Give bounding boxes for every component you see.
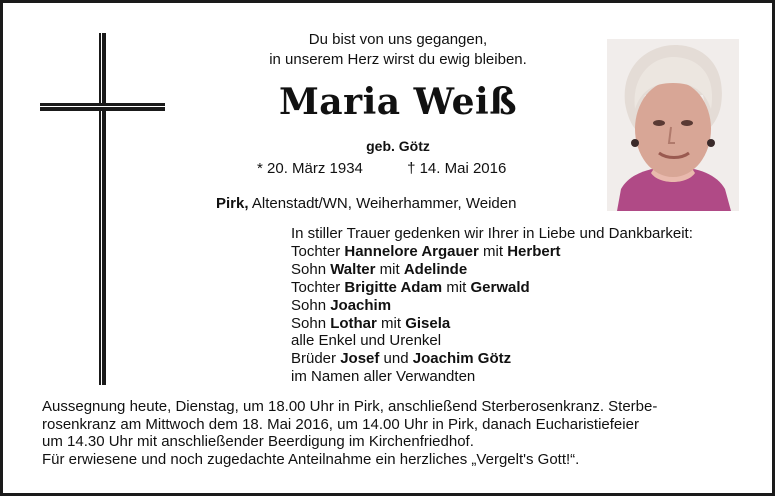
mourner-name: Joachim Götz: [412, 350, 512, 368]
service-line: um 14.30 Uhr mit anschließender Beerdigung im Kirchenfriedhof.: [42, 433, 474, 451]
mourner-line: [291, 243, 693, 261]
mourner-line: [291, 297, 693, 315]
service-line: Aussegnung heute, Dienstag, um 18.00 Uhr in Pirk, anschließend Sterberosenkranz. Sterbe-: [42, 398, 658, 415]
mourner-name: Josef: [340, 350, 380, 368]
service-details: [42, 398, 657, 468]
verse: [203, 30, 593, 70]
portrait-photo: [607, 39, 739, 211]
mourner-name: Lothar: [330, 314, 377, 332]
mourner-relation: mit: [478, 242, 508, 260]
verse-line: Du bist von uns gegangen,: [308, 31, 488, 48]
mourner-relation: Sohn: [291, 296, 331, 314]
mourner-relation: und: [379, 350, 413, 368]
mourner-line: [291, 261, 693, 279]
mourner-relation: Brüder: [291, 350, 341, 368]
mourner-relation: mit: [442, 278, 471, 296]
service-line: Für erwiesene und noch zugedachte Anteilnahme ein herzliches „Vergelt's Gott!“.: [42, 450, 580, 468]
mourners-list: [291, 225, 693, 386]
mourner-lines: [291, 243, 693, 386]
mourner-relation: Tochter: [291, 242, 345, 260]
service-line: rosenkranz am Mittwoch dem 18. Mai 2016, um 14.00 Uhr in Pirk, danach Eucharistiefeier: [42, 415, 639, 433]
birth-date: * 20. März 1934: [257, 160, 363, 177]
death-date: † 14. Mai 2016: [407, 160, 507, 177]
mourner-name: Gisela: [405, 314, 451, 332]
mourner-relation: mit: [376, 314, 406, 332]
mourner-relation: Sohn: [291, 314, 331, 332]
cross-vertical-bar: [99, 33, 106, 385]
mourner-name: Walter: [330, 260, 376, 278]
verse-line: in unserem Herz wirst du ewig bleiben.: [269, 51, 527, 68]
mourner-name: Brigitte Adam: [344, 278, 443, 296]
mourner-name: Adelinde: [403, 260, 468, 278]
home-place: Pirk,: [216, 195, 249, 212]
mourner-relation: mit: [375, 260, 404, 278]
cross-horizontal-bar: [40, 103, 165, 111]
deceased-name: Maria Weiß: [278, 81, 518, 123]
maiden-name: geb. Götz: [366, 138, 430, 154]
mourner-relation: Sohn: [291, 260, 331, 278]
life-dates: [257, 160, 506, 177]
mourner-name: Gerwald: [470, 278, 530, 296]
mourner-relation: Tochter: [291, 278, 345, 296]
mourner-name: Herbert: [507, 242, 561, 260]
portrait-image: [607, 39, 739, 211]
mourner-line: [291, 350, 693, 368]
mourner-name: Joachim: [330, 296, 392, 314]
other-places: Altenstadt/WN, Weiherhammer, Weiden: [248, 195, 517, 212]
mourners-intro: In stiller Trauer gedenken wir Ihrer in Liebe und Dankbarkeit:: [291, 225, 693, 242]
mourner-line: [291, 368, 693, 386]
mourner-relation: im Namen aller Verwandten: [291, 368, 476, 386]
mourner-name: Hannelore Argauer: [344, 242, 479, 260]
mourner-line: [291, 279, 693, 297]
places: [216, 195, 516, 212]
mourner-relation: alle Enkel und Urenkel: [291, 332, 442, 350]
mourner-line: [291, 332, 693, 350]
mourner-line: [291, 315, 693, 333]
